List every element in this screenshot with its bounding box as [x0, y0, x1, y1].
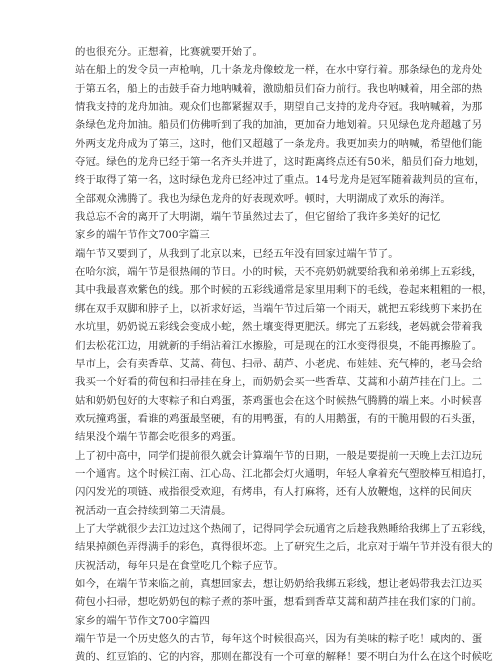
text-line: 姑和奶奶包好的大枣粽子和白鸡蛋，茶鸡蛋也会在这个时候热气腾腾的端上来。小时候喜	[75, 394, 483, 407]
text-line: 在哈尔滨，端午节是很热闹的节日。小的时候，天不亮奶奶就要给我和弟弟绑上五彩线，	[75, 266, 483, 279]
text-line: 一个通宵。这个时候江南、江心岛、江北都会灯火通明，年轻人拿着充气塑胶棒互相追打，	[75, 467, 493, 480]
text-line: 的也很充分。正想着，比赛就要开始了。	[75, 46, 263, 58]
text-line: 如今，在端午节来临之前，真想回家去，想让奶奶给我绑五彩线，想让老妈带我去江边买	[75, 577, 483, 590]
text-line: 条绿色龙舟加油。船员们仿佛听到了我的加油，更加奋力地划着。只见绿色龙舟超越了另	[75, 119, 483, 132]
text-line: 夺冠。绿色的龙舟已经于第一名齐头并进了，这时距离终点还有50米，船员们奋力地划，	[75, 156, 486, 169]
text-line: 其中我最喜欢紫色的线。那个时候的五彩线通常是家里用剩下的毛线，卷起来粗粗的一根，	[75, 284, 493, 297]
text-line: 祝活动一直会持续到第二天清晨。	[75, 504, 232, 517]
text-line: 荷包小扫帚，想吃奶奶包的粽子煮的茶叶蛋，想看到香草艾蒿和葫芦挂在我们家的门前。	[75, 596, 483, 609]
text-line: 外两支龙舟成为了第三，这时，他们又超越了一条龙舟。我更加卖力的呐喊，希望他们能	[75, 137, 483, 150]
text-line: 站在船上的发令员一声枪响，几十条龙舟像蛟龙一样，在水中穿行着。那条绿色的龙舟处	[75, 64, 483, 77]
text-line: 黄的、红豆馅的、它的内容，那则在都没有一个可章的解释！要不明白为什么在这个时候吃	[75, 651, 493, 664]
text-line: 上了初中高中，同学们提前很久就会计算端午节的日期，一般是要提前一天晚上去江边玩	[75, 449, 483, 462]
text-line: 情我支持的龙舟加油。观众们也都紧握双手，期望自己支持的龙舟夺冠。我呐喊着，为那	[75, 101, 483, 114]
text-line: 终于取得了第一名，这时绿色龙舟已经冲过了重点。14号龙舟是冠军随着裁判员的宣布，	[75, 174, 486, 187]
text-line: 结果没个端午节都会吃很多的鸡蛋。	[75, 431, 243, 444]
text-line: 水坑里，奶奶说五彩线会变成小蛇，然土壤变得更肥沃。绑完了五彩线，老妈就会带着我	[75, 321, 483, 334]
section-heading: 家乡的端午节作文700字篇四	[75, 614, 210, 627]
text-line: 闪闪发光的项链、戒指很受欢迎，有烤串，有人打麻将，还有人放鞭炮，这样的民间庆	[75, 486, 472, 499]
text-line: 欢玩撞鸡蛋，看谁的鸡蛋最坚硬，有的用鸭蛋，有的人用鹅蛋，有的干脆用假的石头蛋，	[75, 412, 483, 425]
document-body	[75, 43, 493, 664]
text-line: 端午节是一个历史悠久的古节，每年这个时候很高兴，因为有美味的粽子吃！咸肉的、蛋	[75, 633, 483, 645]
text-line: 端午节又要到了，从我到了北京以来，已经五年没有回家过端午节了。	[75, 247, 399, 260]
text-line: 庆祝活动，每年只是在食堂吃几个粽子应节。	[75, 559, 284, 572]
text-line: 上了大学就很少去江边过这个热闹了，记得同学会玩通宵之后趁我熟睡给我绑上了五彩线，	[75, 522, 493, 535]
text-line: 全部观众沸腾了。我也为绿色龙舟的好表现欢呼。顿时，大明湖成了欢乐的海洋。	[75, 192, 451, 205]
text-line: 于第五名，船上的击鼓手奋力地呐喊着，激励船员们奋力前行。我也呐喊着，用全部的热	[75, 82, 483, 95]
section-heading: 家乡的端午节作文700字篇三	[75, 229, 210, 242]
text-line: 绑在双手双脚和脖子上，以祈求好运，当端午节过后第一个雨天，就把五彩线剪下来扔在	[75, 302, 483, 315]
text-line: 早市上，会有卖香草、艾蒿、荷包、扫帚、葫芦、小老虎、布娃娃、充气棒的，老马会给	[75, 357, 483, 370]
text-line: 结果掉颜色弄得满手的彩色，真得很坏恋。上了研究生之后，北京对于端午节并没有很大的	[75, 541, 493, 554]
text-line: 们去松花江边，用就新的手绢沾着江水擦脸，可是现在的江水变得很臭，不能再擦脸了。	[75, 339, 483, 352]
text-line: 我买一个好看的荷包和扫帚挂在身上，而奶奶会买一些香草、艾蒿和小葫芦挂在门上。二	[75, 376, 483, 389]
text-line: 我总忘不舍的离开了大明湖，端午节虽然过去了，但它留给了我许多美好的记忆	[75, 211, 441, 224]
